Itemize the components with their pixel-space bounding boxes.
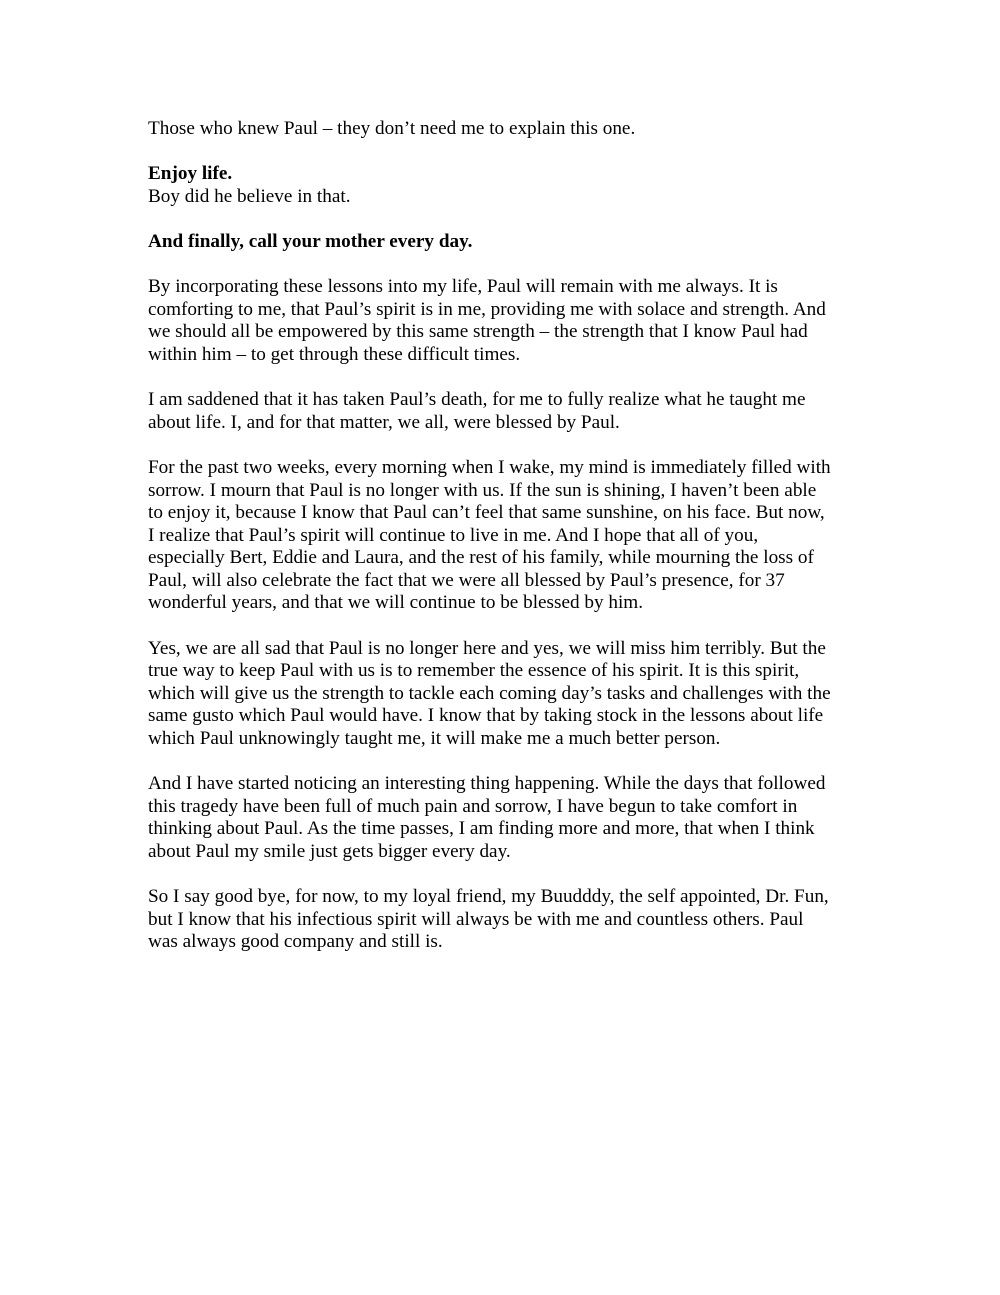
text-line: about Paul my smile just gets bigger every day. — [148, 841, 511, 862]
text-line: especially Bert, Eddie and Laura, and the rest of his family, while mourning the loss of — [148, 547, 814, 569]
text-line: same gusto which Paul would have. I know that by taking stock in the lessons about life — [148, 705, 824, 727]
paragraph-past-two-weeks — [148, 457, 868, 615]
text-line: comforting to me, that Paul’s spirit is in me, providing me with solace and strength. And — [148, 298, 826, 320]
text-line: was always good company and still is. — [148, 931, 443, 953]
text-line: Enjoy life. — [148, 163, 233, 185]
text-line: to enjoy it, because I know that Paul can’t feel that same sunshine, on his face. But now, — [148, 502, 825, 524]
text-line: this tragedy have been full of much pain and sorrow, I have begun to take comfort in — [148, 795, 798, 817]
text-line: but I know that his infectious spirit will always be with me and countless others. Paul — [148, 908, 804, 930]
text-line: true way to keep Paul with us is to remember the essence of his spirit. It is this spirit, — [148, 660, 800, 682]
paragraph-noticing — [148, 773, 868, 863]
text-line: And finally, call your mother every day. — [148, 230, 473, 252]
text-line: wonderful years, and that we will continue to be blessed by him. — [148, 592, 644, 614]
text-line: sorrow. I mourn that Paul is no longer with us. If the sun is shining, I haven’t been able — [148, 479, 817, 501]
text-line: I realize that Paul’s spirit will continue to live in me. And I hope that all of you, — [148, 524, 759, 546]
paragraph-heading-lesson-enjoy-life-heading — [148, 163, 868, 186]
text-line: I am saddened that it has taken Paul’s death, for me to fully realize what he taught me — [148, 389, 806, 411]
text-line: So I say good bye, for now, to my loyal friend, my Buudddy, the self appointed, Dr. Fun, — [148, 886, 829, 908]
text-line: thinking about Paul. As the time passes, I am finding more and more, that when I think — [148, 818, 815, 840]
text-line: Yes, we are all sad that Paul is no longer here and yes, we will miss him terribly. But the — [148, 637, 826, 659]
text-line: For the past two weeks, every morning when I wake, my mind is immediately filled with — [148, 456, 831, 478]
paragraph-lesson-enjoy-life-body — [148, 186, 868, 209]
paragraph-good-bye — [148, 886, 868, 954]
text-line: we should all be empowered by this same strength – the strength that I know Paul had — [148, 321, 808, 343]
paragraph-heading-lesson-call-mother — [148, 231, 868, 254]
text-line: within him – to get through these difficult times. — [148, 343, 521, 365]
text-line: about life. I, and for that matter, we all, were blessed by Paul. — [148, 411, 620, 433]
text-line: By incorporating these lessons into my life, Paul will remain with me always. It is — [148, 276, 778, 298]
text-line: Those who knew Paul – they don’t need me to explain this one. — [148, 118, 636, 139]
text-line: which Paul unknowingly taught me, it will make me a much better person. — [148, 728, 721, 750]
text-line: Boy did he believe in that. — [148, 185, 351, 207]
paragraph-intro — [148, 118, 868, 141]
text-line: And I have started noticing an interesting thing happening. While the days that followed — [148, 773, 826, 795]
paragraph-incorporating-lessons — [148, 276, 868, 366]
text-line: Paul, will also celebrate the fact that we were all blessed by Paul’s presence, for 37 — [148, 569, 785, 591]
text-line: which will give us the strength to tackle each coming day’s tasks and challenges with the — [148, 682, 831, 704]
document-page — [148, 118, 868, 977]
paragraph-saddened — [148, 389, 868, 434]
paragraph-yes-we-are-sad — [148, 638, 868, 751]
